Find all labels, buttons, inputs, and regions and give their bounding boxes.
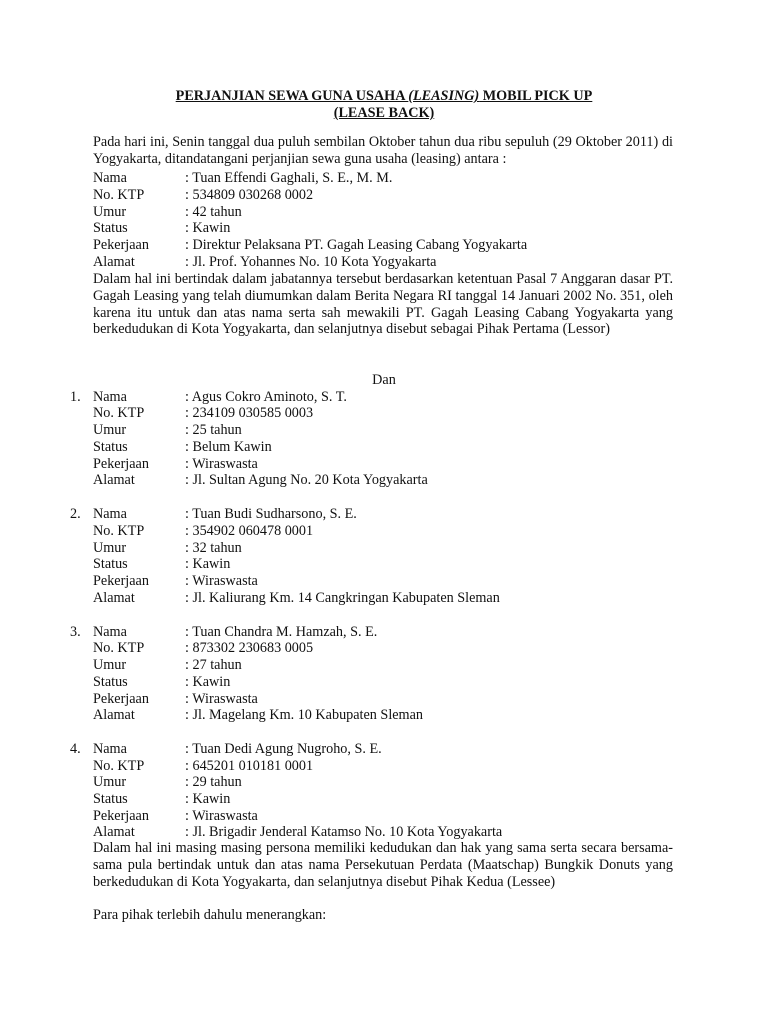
label-status: Status <box>93 556 128 572</box>
label-ktp: No. KTP <box>93 640 145 656</box>
label-status: Status <box>93 439 128 455</box>
label-alamat: Alamat <box>93 590 135 606</box>
label-nama: Nama <box>93 624 127 640</box>
label-nama: Nama <box>93 741 127 757</box>
dan-separator: Dan <box>372 372 396 388</box>
label-umur: Umur <box>93 204 127 220</box>
label-nama: Nama <box>93 389 127 405</box>
value-ktp: : 534809 030268 0002 <box>185 187 314 203</box>
value-alamat: : Jl. Sultan Agung No. 20 Kota Yogyakarta <box>185 472 428 488</box>
value-umur: : 29 tahun <box>185 774 242 790</box>
intro-paragraph: Pada hari ini, Senin tanggal dua puluh sembilan Oktober tahun dua ribu sepuluh (29 Oktober 2011) di Yogyakarta, ditandatangani perjanjian sewa guna usaha (leasing) antara : <box>93 134 673 167</box>
label-umur: Umur <box>93 774 127 790</box>
value-ktp: : 354902 060478 0001 <box>185 523 314 539</box>
title-text-end: MOBIL PICK UP <box>479 88 593 104</box>
document-title <box>0 88 768 105</box>
person-number: 1. <box>70 389 81 405</box>
document-subtitle: (LEASE BACK) <box>333 105 435 121</box>
title-text-start: PERJANJIAN SEWA GUNA USAHA <box>175 88 409 104</box>
label-alamat: Alamat <box>93 707 135 723</box>
value-ktp: : 234109 030585 0003 <box>185 405 314 421</box>
closing-line: Para pihak terlebih dahulu menerangkan: <box>93 907 327 923</box>
label-pekerjaan: Pekerjaan <box>93 808 149 824</box>
value-nama: : Tuan Effendi Gaghali, S. E., M. M. <box>185 170 393 186</box>
person-number: 4. <box>70 741 81 757</box>
label-status: Status <box>93 220 128 236</box>
value-alamat: : Jl. Prof. Yohannes No. 10 Kota Yogyakarta <box>185 254 437 270</box>
label-nama: Nama <box>93 506 127 522</box>
value-pekerjaan: : Wiraswasta <box>185 573 258 589</box>
value-alamat: : Jl. Kaliurang Km. 14 Cangkringan Kabupaten Sleman <box>185 590 500 606</box>
value-nama: : Tuan Dedi Agung Nugroho, S. E. <box>185 741 382 757</box>
label-alamat: Alamat <box>93 472 135 488</box>
value-status: : Kawin <box>185 220 231 236</box>
label-umur: Umur <box>93 657 127 673</box>
value-umur: : 25 tahun <box>185 422 242 438</box>
label-ktp: No. KTP <box>93 187 145 203</box>
label-nama: Nama <box>93 170 127 186</box>
label-pekerjaan: Pekerjaan <box>93 237 149 253</box>
value-status: : Belum Kawin <box>185 439 272 455</box>
label-ktp: No. KTP <box>93 758 145 774</box>
value-ktp: : 645201 010181 0001 <box>185 758 314 774</box>
label-umur: Umur <box>93 540 127 556</box>
label-pekerjaan: Pekerjaan <box>93 456 149 472</box>
label-status: Status <box>93 674 128 690</box>
label-umur: Umur <box>93 422 127 438</box>
value-nama: : Tuan Chandra M. Hamzah, S. E. <box>185 624 378 640</box>
title-text-italic: (LEASING) <box>408 88 480 104</box>
value-umur: : 32 tahun <box>185 540 242 556</box>
label-pekerjaan: Pekerjaan <box>93 573 149 589</box>
value-alamat: : Jl. Brigadir Jenderal Katamso No. 10 Kota Yogyakarta <box>185 824 503 840</box>
person-number: 3. <box>70 624 81 640</box>
first-party-paragraph: Dalam hal ini bertindak dalam jabatannya tersebut berdasarkan ketentuan Pasal 7 Anggaran dasar PT. Gagah Leasing yang telah diumumkan dalam Berita Negara RI tanggal 14 Januari 2002 No. 351, oleh karena itu untuk dan atas nama serta sah mewakili PT. Gagah Leasing Cabang Yogyakarta yang berkedudukan di Kota Yogyakarta, dan selanjutnya disebut sebagai Pihak Pertama (Lessor) <box>93 271 673 338</box>
value-nama: : Agus Cokro Aminoto, S. T. <box>185 389 347 405</box>
person-number: 2. <box>70 506 81 522</box>
value-pekerjaan: : Wiraswasta <box>185 456 258 472</box>
value-pekerjaan: : Wiraswasta <box>185 808 258 824</box>
value-status: : Kawin <box>185 556 231 572</box>
value-status: : Kawin <box>185 674 231 690</box>
label-alamat: Alamat <box>93 824 135 840</box>
label-status: Status <box>93 791 128 807</box>
second-party-paragraph: Dalam hal ini masing masing persona memiliki kedudukan dan hak yang sama serta secara bersama-sama pula bertindak untuk dan atas nama Persekutuan Perdata (Maatschap) Bungkik Donuts yang berkedudukan di Kota Yogyakarta, dan selanjutnya disebut Pihak Kedua (Lessee) <box>93 840 673 890</box>
value-umur: : 27 tahun <box>185 657 242 673</box>
value-nama: : Tuan Budi Sudharsono, S. E. <box>185 506 357 522</box>
value-pekerjaan: : Wiraswasta <box>185 691 258 707</box>
value-umur: : 42 tahun <box>185 204 242 220</box>
value-ktp: : 873302 230683 0005 <box>185 640 314 656</box>
value-alamat: : Jl. Magelang Km. 10 Kabupaten Sleman <box>185 707 423 723</box>
value-status: : Kawin <box>185 791 231 807</box>
label-ktp: No. KTP <box>93 523 145 539</box>
label-pekerjaan: Pekerjaan <box>93 691 149 707</box>
label-ktp: No. KTP <box>93 405 145 421</box>
label-alamat: Alamat <box>93 254 135 270</box>
value-pekerjaan: : Direktur Pelaksana PT. Gagah Leasing Cabang Yogyakarta <box>185 237 528 253</box>
